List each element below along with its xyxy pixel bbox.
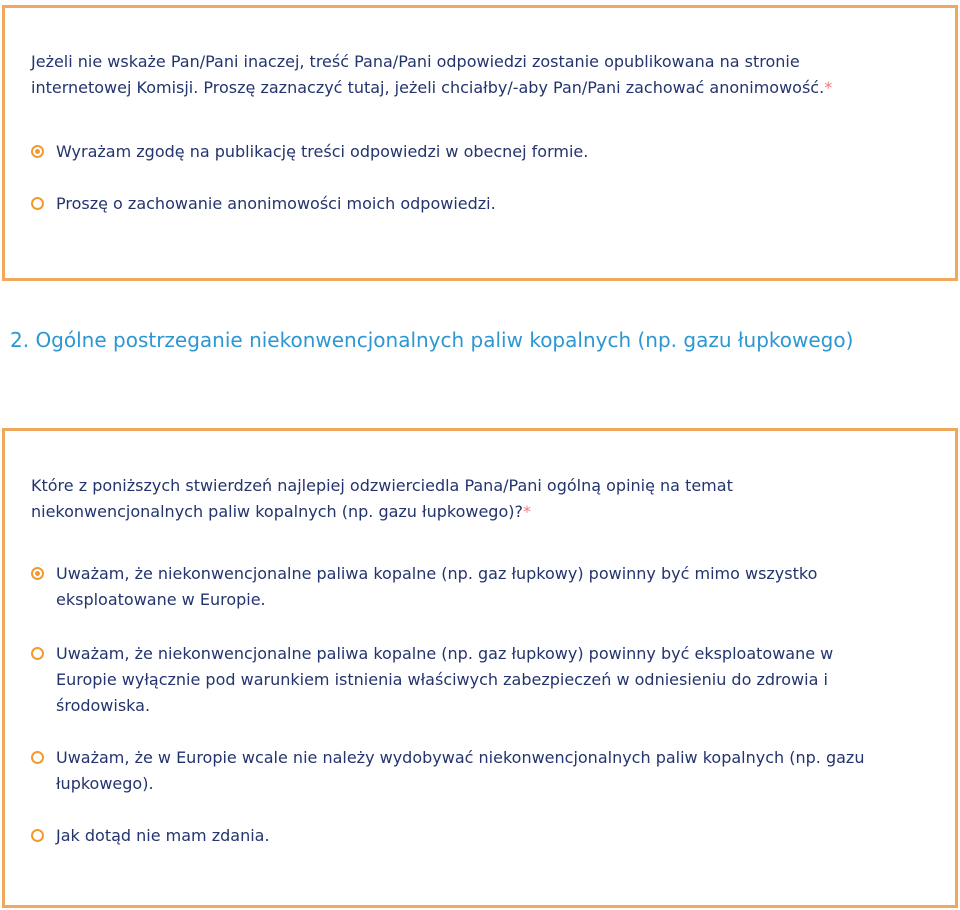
option-no-extraction[interactable] [31, 745, 891, 797]
option-label: Uważam, że niekonwencjonalne paliwa kopalne (np. gaz łupkowy) powinny być eksploatowane w Europie wyłącznie pod warunkiem istnienia właściwych zabezpieczeń w odniesieniu do zdrowia i środowiska. [56, 644, 834, 715]
radio-unselected-icon[interactable] [31, 647, 44, 660]
option-anonymous[interactable] [31, 191, 911, 217]
option-consent-publish[interactable] [31, 139, 911, 165]
anonymity-question [31, 49, 891, 101]
option-label: Uważam, że w Europie wcale nie należy wydobywać niekonwencjonalnych paliw kopalnych (np. gazu łupkowego). [56, 748, 865, 793]
opinion-question [31, 473, 821, 525]
radio-unselected-icon[interactable] [31, 751, 44, 764]
option-label: Jak dotąd nie mam zdania. [56, 826, 270, 845]
option-label: Uważam, że niekonwencjonalne paliwa kopalne (np. gaz łupkowy) powinny być mimo wszystko eksploatowane w Europie. [56, 564, 818, 609]
opinion-question-text: Które z poniższych stwierdzeń najlepiej odzwierciedla Pana/Pani ogólną opinię na temat niekonwencjonalnych paliw kopalnych (np. gazu łupkowego)? [31, 476, 733, 521]
option-label: Proszę o zachowanie anonimowości moich odpowiedzi. [56, 194, 496, 213]
radio-unselected-icon[interactable] [31, 197, 44, 210]
option-exploit-anyway[interactable] [31, 561, 891, 613]
option-exploit-with-safeguards[interactable] [31, 641, 891, 719]
option-label: Wyrażam zgodę na publikację treści odpowiedzi w obecnej formie. [56, 142, 589, 161]
required-asterisk: * [824, 78, 833, 97]
anonymity-question-text: Jeżeli nie wskaże Pan/Pani inaczej, treść Pana/Pani odpowiedzi zostanie opublikowana na stronie internetowej Komisji. Proszę zaznaczyć tutaj, jeżeli chciałby/-aby Pan/Pani zachować anonimowość. [31, 52, 825, 97]
radio-selected-icon[interactable] [31, 567, 44, 580]
radio-selected-icon[interactable] [31, 145, 44, 158]
section-heading: 2. Ogólne postrzeganie niekonwencjonalnych paliw kopalnych (np. gazu łupkowego) [10, 328, 854, 352]
option-no-opinion[interactable] [31, 823, 891, 849]
radio-unselected-icon[interactable] [31, 829, 44, 842]
required-asterisk: * [522, 502, 531, 521]
